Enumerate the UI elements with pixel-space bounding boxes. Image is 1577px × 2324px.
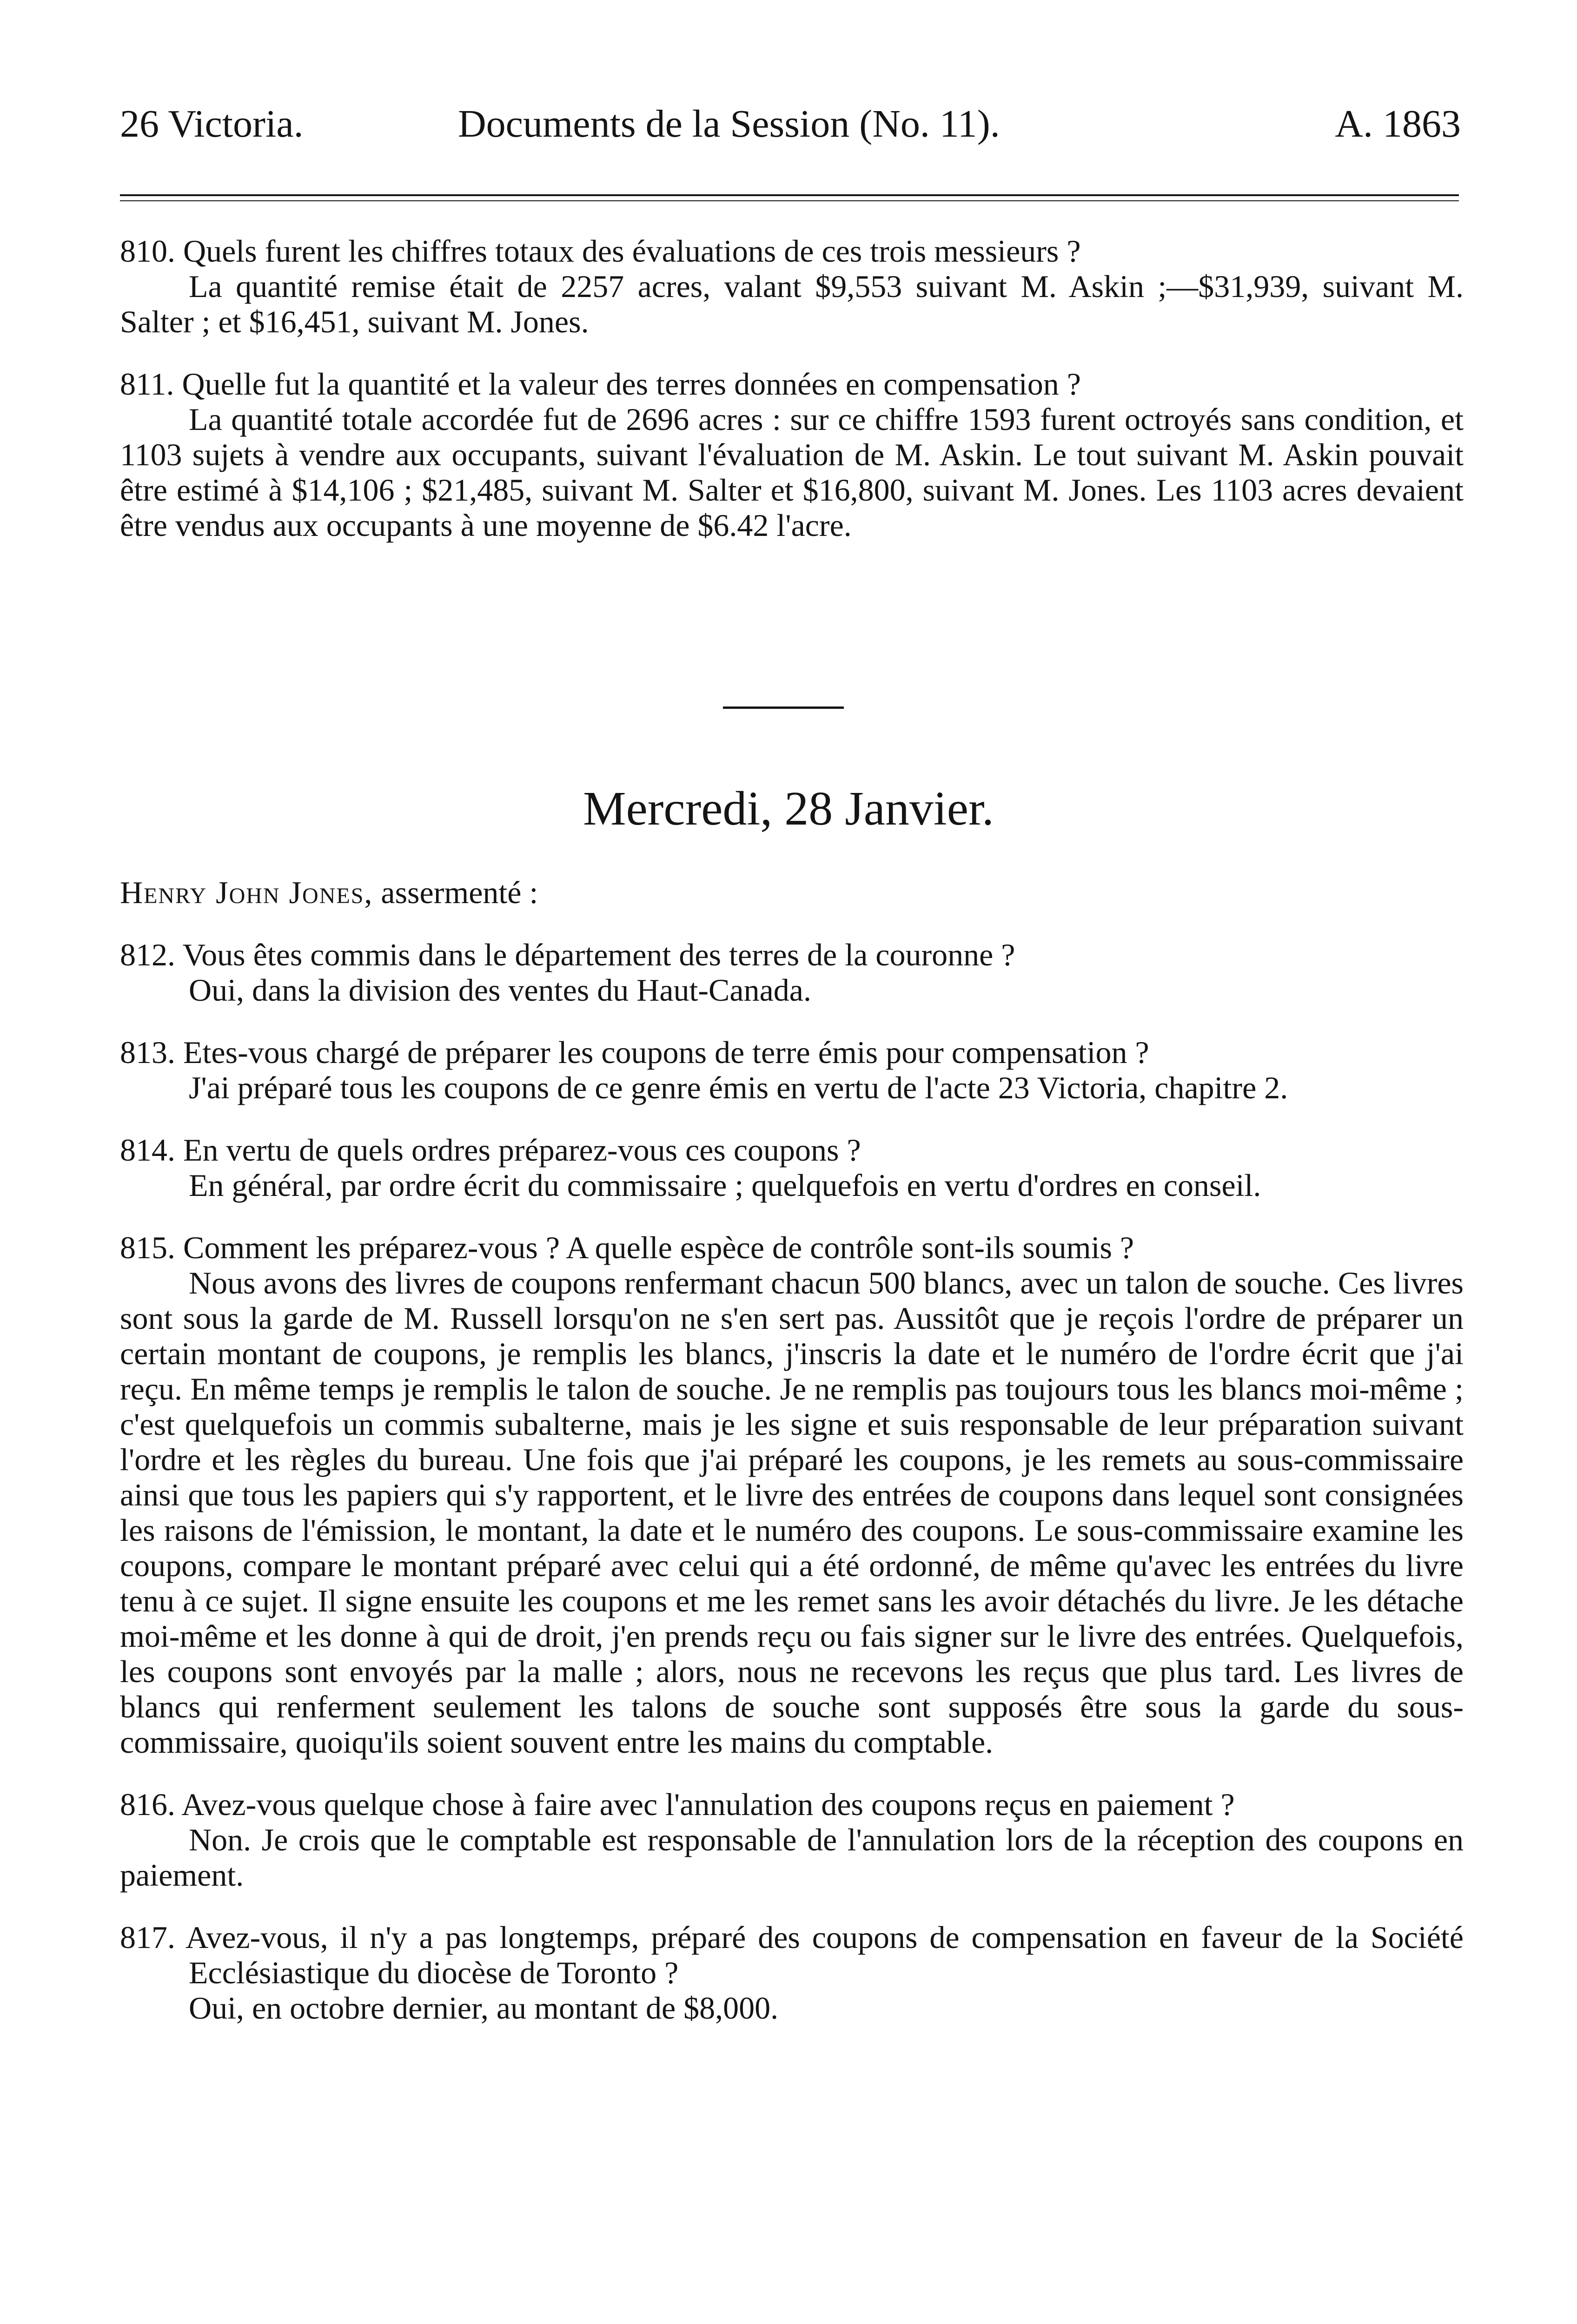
question-814: 814. En vertu de quels ordres préparez-vous ces coupons ? — [120, 1132, 861, 1168]
top-entries — [120, 233, 1464, 570]
testimony — [120, 875, 1464, 2053]
witness-name: Henry John Jones, — [120, 875, 373, 910]
question-815: 815. Comment les préparez-vous ? A quelle espèce de contrôle sont-ils soumis ? — [120, 1230, 1134, 1265]
answer-813: J'ai préparé tous les coupons de ce genre émis en vertu de l'acte 23 Victoria, chapitre 2. — [189, 1070, 1288, 1105]
header-title: Documents de la Session (No. 11). — [458, 102, 1000, 145]
entry-814 — [120, 1132, 1464, 1203]
entry-817 — [120, 1920, 1464, 2026]
running-header — [0, 99, 1577, 150]
header-rule-bottom — [120, 200, 1459, 201]
section-divider — [723, 706, 844, 709]
entry-815 — [120, 1230, 1464, 1760]
date-heading: Mercredi, 28 Janvier. — [583, 782, 994, 835]
entry-811 — [120, 366, 1464, 543]
answer-811: La quantité totale accordée fut de 2696 acres : sur ce chiffre 1593 furent octroyés sans condition, et 1103 sujets à vendre aux occupants, suivant l'évaluation de M. Askin. Le tout suivant M. Askin pouvait être estimé à $14,106 ; $21,485, suivant M. Salter et $16,800, suivant M. Jones. Les 1103 acres devaient être vendus aux occupants à une moyenne de $6.42 l'acre. — [120, 402, 1464, 543]
entry-816 — [120, 1787, 1464, 1893]
witness-line — [120, 875, 1464, 910]
question-810: 810. Quels furent les chiffres totaux des évaluations de ces trois messieurs ? — [120, 233, 1081, 269]
answer-815: Nous avons des livres de coupons renfermant chacun 500 blancs, avec un talon de souche. Ces livres sont sous la garde de M. Russell lorsqu'on ne s'en sert pas. Aussitôt que je reçois l'ordre de préparer un certain montant de coupons, je remplis les blancs, j'inscris la date et le numéro de l'ordre écrit que j'ai reçu. En même temps je remplis le talon de souche. Je ne remplis pas toujours tous les blancs moi-même ; c'est quelquefois un commis subalterne, mais je les signe et suis responsable de leur préparation suivant l'ordre et les règles du bureau. Une fois que j'ai préparé les coupons, je les remets au sous-commissaire ainsi que tous les papiers qui s'y rapportent, et le livre des entrées de coupons dans lequel sont consignées les raisons de l'émission, le montant, la date et le numéro des coupons. Le sous-commissaire examine les coupons, compare le montant préparé avec celui qui a été ordonné, de même qu'avec les entrées du livre tenu à ce sujet. Il signe ensuite les coupons et me les remet sans les avoir détachés du livre. Je les détache moi-même et les donne à qui de droit, j'en prends reçu ou fais signer sur le livre des entrées. Quelquefois, les coupons sont envoyés par la malle ; alors, nous ne recevons les reçus que plus tard. Les livres de blancs qui renferment seulement les talons de souche sont supposés être sous la garde du sous-commissaire, quoiqu'ils soient souvent entre les mains du comptable. — [120, 1265, 1464, 1760]
answer-810: La quantité remise était de 2257 acres, valant $9,553 suivant M. Askin ;—$31,939, suivant M. Salter ; et $16,451, suivant M. Jones. — [120, 269, 1464, 339]
entry-812 — [120, 937, 1464, 1008]
answer-817: Oui, en octobre dernier, au montant de $8,000. — [189, 1990, 779, 2026]
answer-816: Non. Je crois que le comptable est responsable de l'annulation lors de la réception des coupons en paiement. — [120, 1822, 1464, 1893]
question-812: 812. Vous êtes commis dans le département des terres de la couronne ? — [120, 937, 1015, 972]
entry-813 — [120, 1035, 1464, 1105]
question-813: 813. Etes-vous chargé de préparer les coupons de terre émis pour compensation ? — [120, 1035, 1149, 1070]
header-volume: 26 Victoria. — [120, 102, 304, 145]
header-rule-top — [120, 194, 1459, 196]
question-816: 816. Avez-vous quelque chose à faire avec l'annulation des coupons reçus en paiement ? — [120, 1787, 1235, 1822]
question-811: 811. Quelle fut la quantité et la valeur des terres données en compensation ? — [120, 366, 1081, 402]
answer-814: En général, par ordre écrit du commissaire ; quelquefois en vertu d'ordres en conseil. — [189, 1168, 1261, 1203]
header-year: A. 1863 — [1335, 102, 1461, 145]
question-817: 817. Avez-vous, il n'y a pas longtemps, préparé des coupons de compensation en faveur de la Société Ecclésiastique du diocèse de Toronto ? — [120, 1920, 1464, 1990]
entry-810 — [120, 233, 1464, 339]
answer-812: Oui, dans la division des ventes du Haut-Canada. — [189, 972, 811, 1008]
witness-status: assermenté : — [381, 875, 538, 910]
